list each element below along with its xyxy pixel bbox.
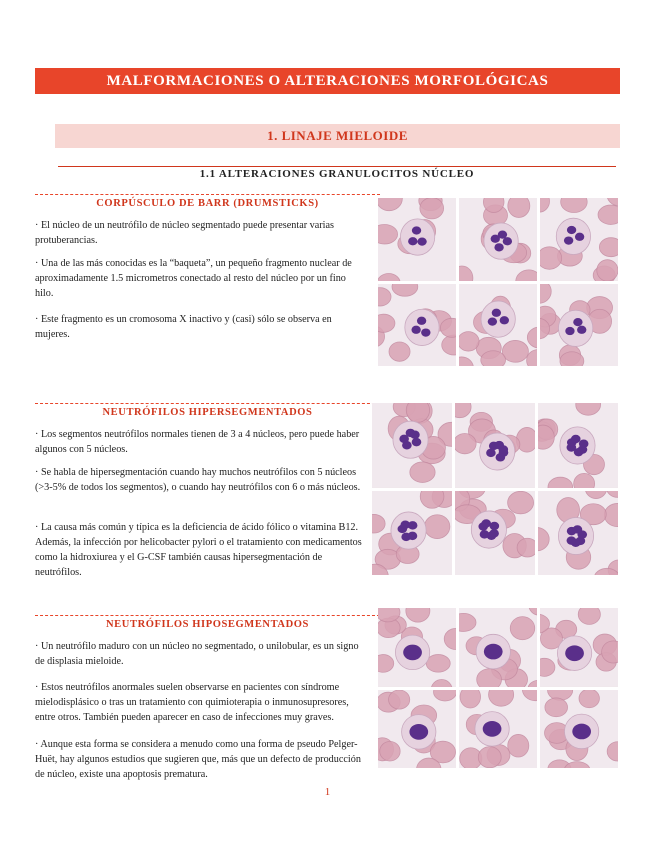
page-number: 1: [324, 786, 331, 798]
document-title: MALFORMACIONES O ALTERACIONES MORFOLÓGICAS: [35, 68, 620, 94]
section-divider: [35, 194, 380, 195]
micrograph-image: [540, 198, 618, 281]
paragraph: · El núcleo de un neutrófilo de núcleo segmentado puede presentar varias protuberancias.: [35, 220, 335, 246]
section-title: NEUTRÓFILOS HIPERSEGMENTADOS: [102, 407, 313, 418]
section-title: CORPÚSCULO DE BARR (DRUMSTICKS): [96, 198, 319, 209]
section-divider: [35, 403, 380, 404]
micrograph-image: [540, 690, 618, 769]
paragraph: · Se habla de hipersegmentación cuando hay muchos neutrófilos con 5 núcleos (>3-5% de todos los segmentos), o cuando hay neutrófilos con 6 o más núcleos.: [35, 467, 361, 493]
micrograph-image: [538, 491, 618, 576]
micrograph-image: [378, 608, 456, 687]
micrograph-grid: [378, 198, 618, 366]
micrograph-image: [459, 198, 537, 281]
divider: [58, 166, 616, 167]
subsection-heading: 1.1 ALTERACIONES GRANULOCITOS NÚCLEO: [199, 168, 475, 180]
paragraph: · La causa más común y típica es la deficiencia de ácido fólico o vitamina B12. Además, la infección por helicobacter pylori o el tratamiento con medicamentos como la hidroxiurea y el G-CSF también causas hipersegmentación de neutrófilos.: [35, 522, 362, 578]
micrograph-image: [378, 690, 456, 769]
paragraph: · Una de las más conocidas es la “baqueta”, un pequeño fragmento nuclear de aproximadamente 1.5 micrometros conectado al resto del núcleo por un fino hilo.: [35, 258, 352, 299]
micrograph-image: [372, 403, 452, 488]
micrograph-image: [455, 491, 535, 576]
paragraph: · Los segmentos neutrófilos normales tienen de 3 a 4 núcleos, pero puede haber algunos con 5 núcleos.: [35, 429, 360, 455]
lineage-heading: 1. LINAJE MIELOIDE: [55, 124, 620, 148]
paragraph: · Aunque esta forma se considera a menudo como una forma de pseudo Pelger-Huët, hay algunos estudios que sugieren que, más que un defecto de producción de núcleo, existe una apoptosis prematura.: [35, 739, 361, 780]
micrograph-image: [372, 491, 452, 576]
section-barr: [35, 194, 620, 384]
section-hiposegmentados: [35, 615, 620, 785]
section-divider: [35, 615, 380, 616]
micrograph-grid: [378, 608, 618, 768]
section-title: NEUTRÓFILOS HIPOSEGMENTADOS: [106, 619, 309, 630]
paragraph: · Un neutrófilo maduro con un núcleo no segmentado, o unilobular, es un signo de displasia mieloide.: [35, 641, 359, 667]
micrograph-image: [378, 284, 456, 367]
micrograph-image: [459, 690, 537, 769]
micrograph-image: [538, 403, 618, 488]
paragraph: · Este fragmento es un cromosoma X inactivo y (casi) sólo se observa en mujeres.: [35, 314, 332, 340]
micrograph-image: [540, 608, 618, 687]
paragraph: · Estos neutrófilos anormales suelen observarse en pacientes con síndrome mielodisplásico o tras un tratamiento con quimioterapia o inmunosupresores, entre otros. También pueden aparecer en caso de infecciones muy graves.: [35, 682, 349, 723]
micrograph-image: [459, 284, 537, 367]
micrograph-image: [540, 284, 618, 367]
micrograph-image: [455, 403, 535, 488]
micrograph-grid: [372, 403, 618, 575]
micrograph-image: [378, 198, 456, 281]
section-hipersegmentados: [35, 403, 620, 603]
micrograph-image: [459, 608, 537, 687]
